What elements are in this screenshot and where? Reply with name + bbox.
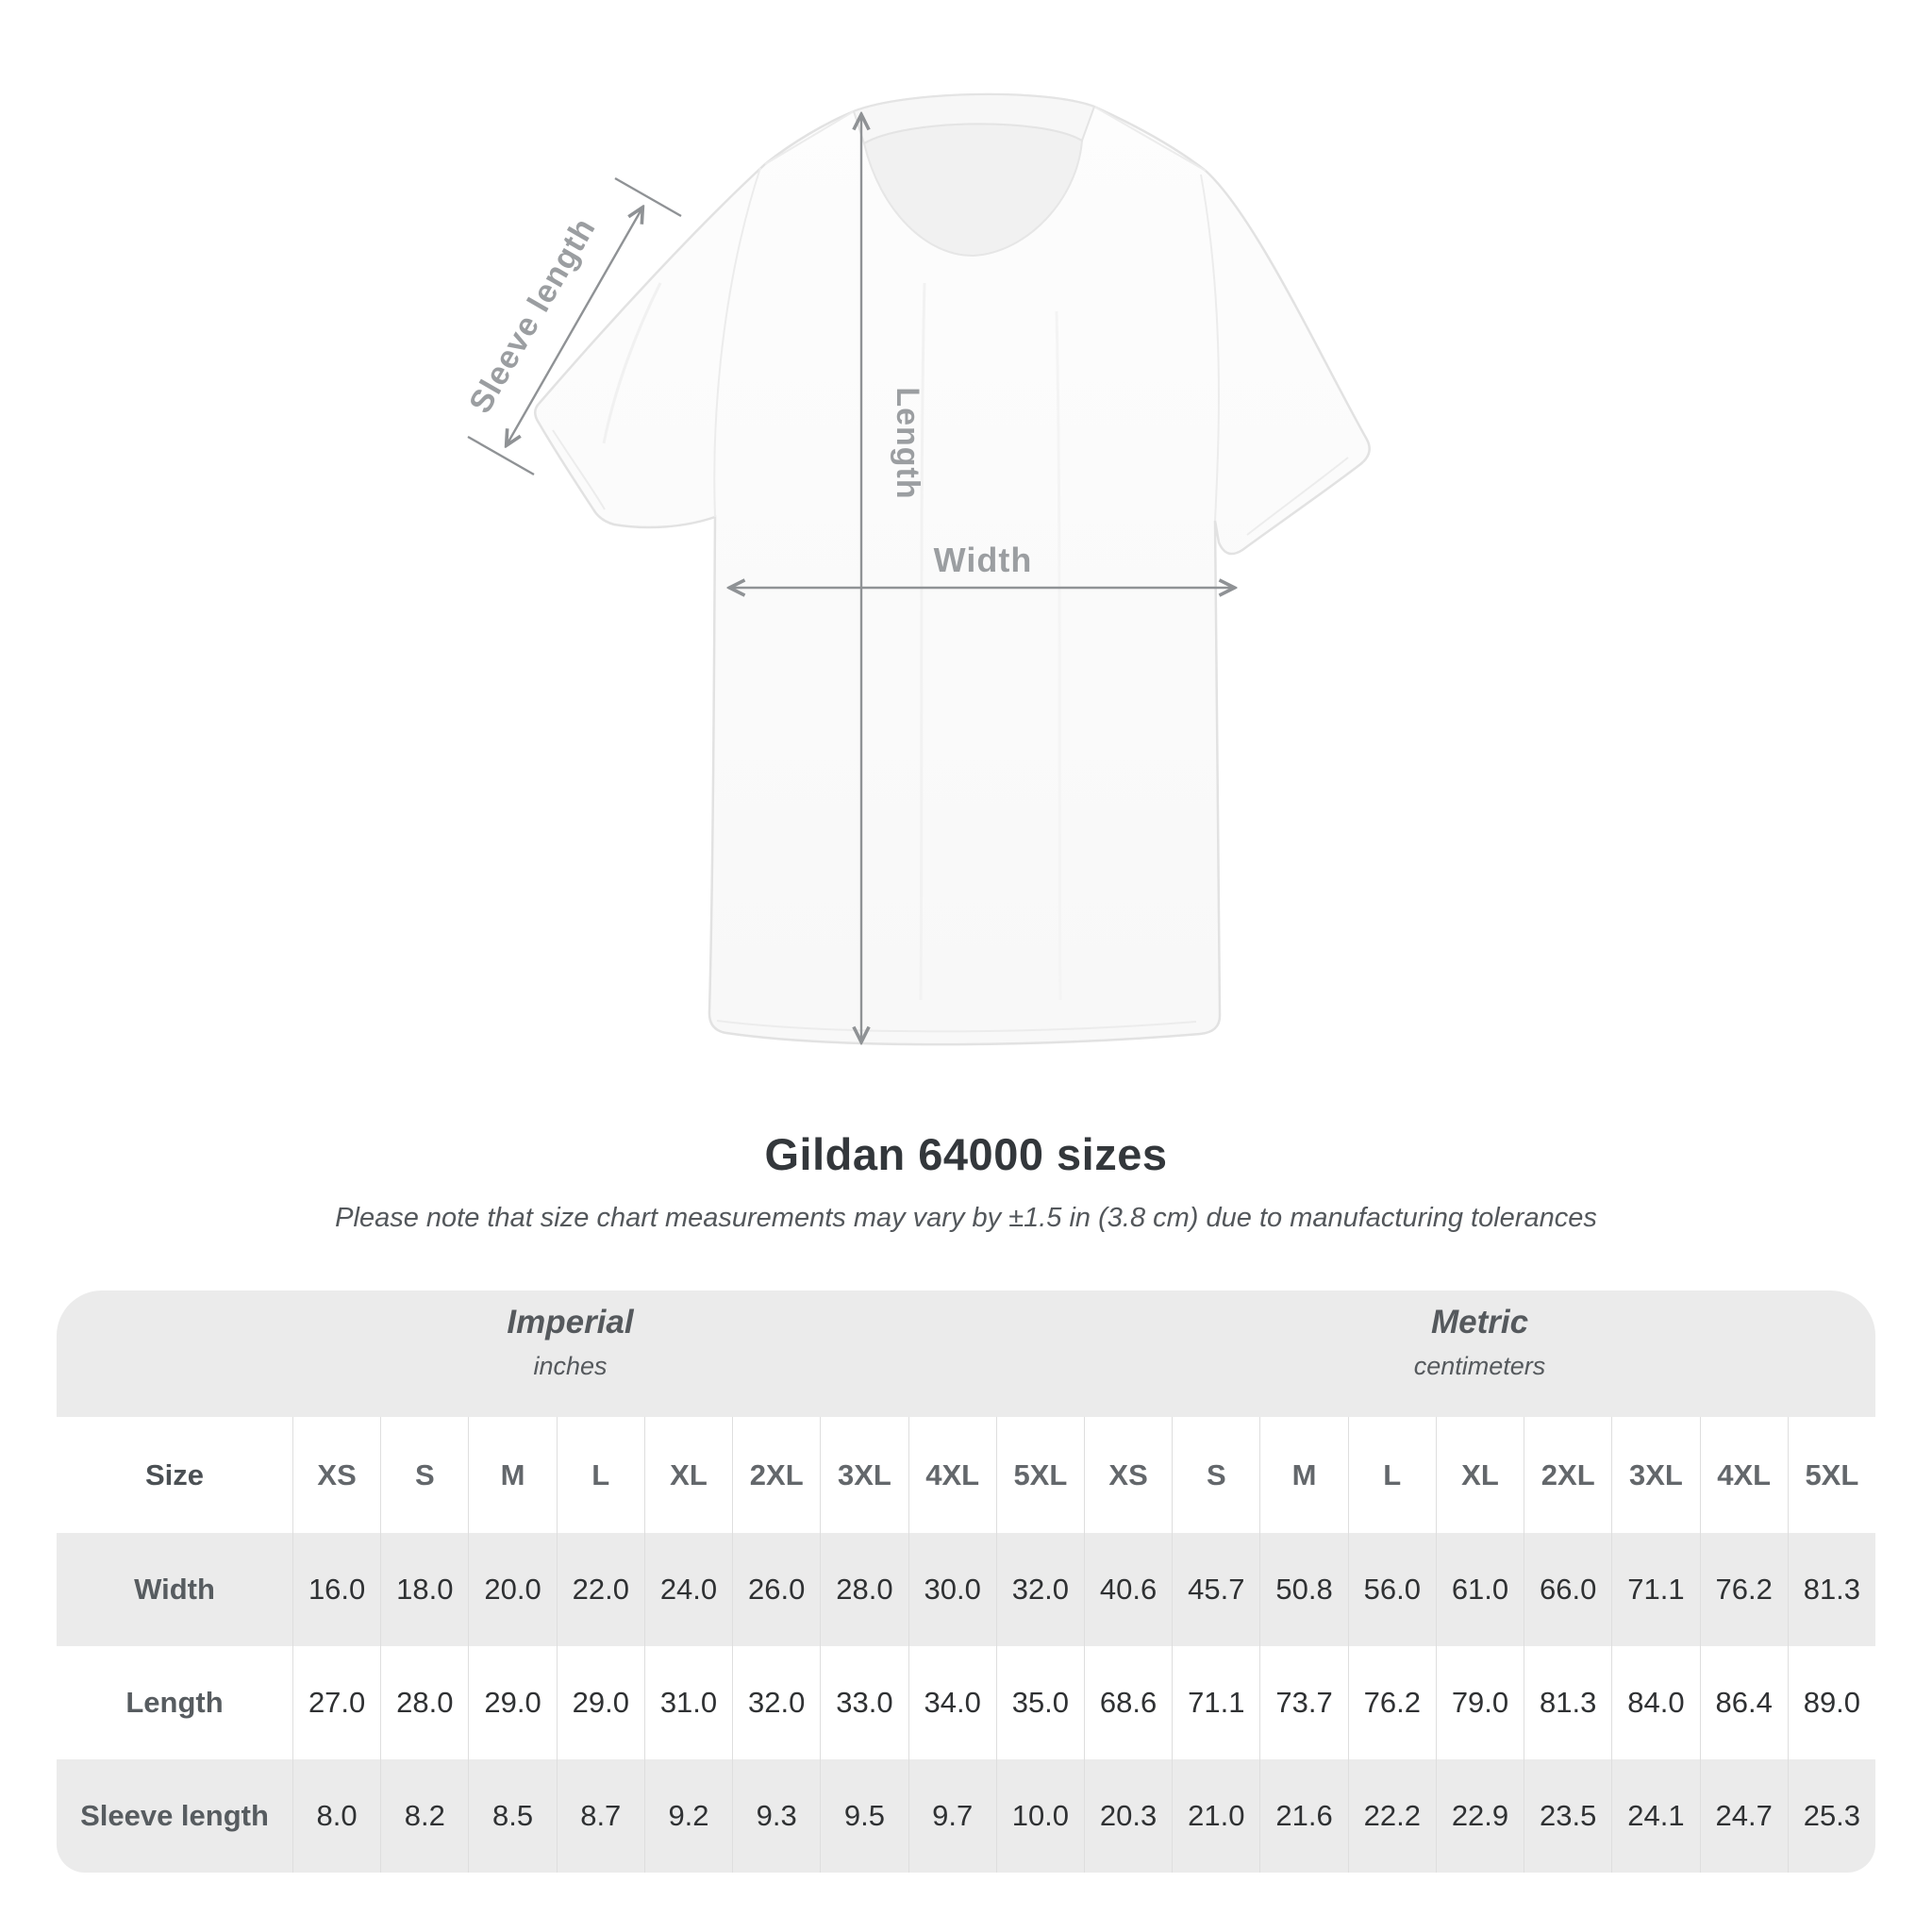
value-cell-imperial: 33.0 (820, 1646, 908, 1759)
chart-heading (0, 1128, 1932, 1234)
value-cell-metric: 76.2 (1348, 1646, 1436, 1759)
value-cell-metric: 84.0 (1611, 1646, 1699, 1759)
value-cell-imperial: 9.5 (820, 1759, 908, 1873)
value-cell-imperial: 28.0 (820, 1533, 908, 1646)
value-cell-imperial: 18.0 (380, 1533, 468, 1646)
width-row (57, 1533, 1875, 1646)
size-header-imperial-m: M (468, 1417, 556, 1533)
value-cell-imperial: 26.0 (732, 1533, 820, 1646)
unit-label: Imperial (507, 1304, 634, 1341)
size-header-row (57, 1417, 1875, 1533)
value-cell-imperial: 27.0 (292, 1646, 380, 1759)
size-header-metric-3xl: 3XL (1611, 1417, 1699, 1533)
size-header-imperial-4xl: 4XL (908, 1417, 996, 1533)
length-row (57, 1646, 1875, 1759)
value-cell-metric: 23.5 (1524, 1759, 1611, 1873)
value-cell-metric: 71.1 (1611, 1533, 1699, 1646)
value-cell-imperial: 9.7 (908, 1759, 996, 1873)
value-cell-metric: 79.0 (1436, 1646, 1524, 1759)
tolerance-note: Please note that size chart measurements may vary by ±1.5 in (3.8 cm) due to manufacturing tolerances (335, 1203, 1597, 1233)
value-cell-imperial: 34.0 (908, 1646, 996, 1759)
width-label: Width (933, 541, 1033, 579)
value-cell-imperial: 29.0 (468, 1646, 556, 1759)
length-label: Length (890, 387, 925, 500)
value-cell-metric: 20.3 (1084, 1759, 1172, 1873)
value-cell-imperial: 9.3 (732, 1759, 820, 1873)
size-header-imperial-5xl: 5XL (996, 1417, 1084, 1533)
value-cell-metric: 21.6 (1259, 1759, 1347, 1873)
row-label: Sleeve length (80, 1799, 269, 1832)
value-cell-metric: 86.4 (1700, 1646, 1788, 1759)
size-header-imperial-s: S (380, 1417, 468, 1533)
value-cell-metric: 89.0 (1788, 1646, 1875, 1759)
size-header-imperial-2xl: 2XL (732, 1417, 820, 1533)
value-cell-metric: 56.0 (1348, 1533, 1436, 1646)
size-header-imperial-l: L (557, 1417, 644, 1533)
row-label: Width (134, 1573, 215, 1606)
value-cell-metric: 22.2 (1348, 1759, 1436, 1873)
value-cell-imperial: 10.0 (996, 1759, 1084, 1873)
value-cell-metric: 81.3 (1524, 1646, 1611, 1759)
size-column-header: Size (144, 1457, 205, 1491)
value-cell-imperial: 35.0 (996, 1646, 1084, 1759)
value-cell-metric: 22.9 (1436, 1759, 1524, 1873)
size-header-metric-xs: XS (1084, 1417, 1172, 1533)
size-header-metric-5xl: 5XL (1788, 1417, 1875, 1533)
value-cell-imperial: 22.0 (557, 1533, 644, 1646)
size-header-metric-l: L (1348, 1417, 1436, 1533)
size-header-imperial-xl: XL (644, 1417, 732, 1533)
value-cell-imperial: 32.0 (996, 1533, 1084, 1646)
unit-sublabel: centimeters (1413, 1352, 1546, 1380)
value-cell-metric: 50.8 (1259, 1533, 1347, 1646)
value-cell-metric: 40.6 (1084, 1533, 1172, 1646)
sleeve-length-label: Sleeve length (461, 211, 603, 420)
value-cell-metric: 21.0 (1172, 1759, 1259, 1873)
value-cell-imperial: 8.7 (557, 1759, 644, 1873)
value-cell-metric: 61.0 (1436, 1533, 1524, 1646)
value-cell-imperial: 20.0 (468, 1533, 556, 1646)
unit-group-metric (1084, 1291, 1875, 1417)
value-cell-metric: 45.7 (1172, 1533, 1259, 1646)
sleeve-length-row (57, 1759, 1875, 1873)
value-cell-metric: 24.7 (1700, 1759, 1788, 1873)
row-label: Length (125, 1686, 224, 1719)
size-header-metric-4xl: 4XL (1700, 1417, 1788, 1533)
size-header-metric-2xl: 2XL (1524, 1417, 1611, 1533)
value-cell-imperial: 8.5 (468, 1759, 556, 1873)
value-cell-metric: 66.0 (1524, 1533, 1611, 1646)
value-cell-imperial: 28.0 (380, 1646, 468, 1759)
value-cell-metric: 68.6 (1084, 1646, 1172, 1759)
size-chart-table (57, 1291, 1875, 1873)
value-cell-metric: 76.2 (1700, 1533, 1788, 1646)
value-cell-metric: 71.1 (1172, 1646, 1259, 1759)
value-cell-imperial: 16.0 (292, 1533, 380, 1646)
value-cell-metric: 25.3 (1788, 1759, 1875, 1873)
size-header-imperial-3xl: 3XL (820, 1417, 908, 1533)
unit-label: Metric (1430, 1304, 1529, 1341)
sleeve-arrow-tick-top (615, 178, 681, 216)
size-header-metric-xl: XL (1436, 1417, 1524, 1533)
value-cell-imperial: 31.0 (644, 1646, 732, 1759)
unit-header-row (57, 1291, 1875, 1417)
value-cell-imperial: 9.2 (644, 1759, 732, 1873)
value-cell-imperial: 8.2 (380, 1759, 468, 1873)
size-header-imperial-xs: XS (292, 1417, 380, 1533)
sleeve-arrow-tick-bottom (468, 437, 534, 475)
value-cell-metric: 81.3 (1788, 1533, 1875, 1646)
value-cell-imperial: 29.0 (557, 1646, 644, 1759)
value-cell-imperial: 24.0 (644, 1533, 732, 1646)
value-cell-imperial: 32.0 (732, 1646, 820, 1759)
unit-sublabel: inches (533, 1352, 608, 1380)
unit-group-imperial (57, 1291, 1084, 1417)
value-cell-metric: 24.1 (1611, 1759, 1699, 1873)
size-header-metric-s: S (1172, 1417, 1259, 1533)
value-cell-metric: 73.7 (1259, 1646, 1347, 1759)
size-header-metric-m: M (1259, 1417, 1347, 1533)
value-cell-imperial: 8.0 (292, 1759, 380, 1873)
page-title: Gildan 64000 sizes (764, 1129, 1168, 1179)
value-cell-imperial: 30.0 (908, 1533, 996, 1646)
